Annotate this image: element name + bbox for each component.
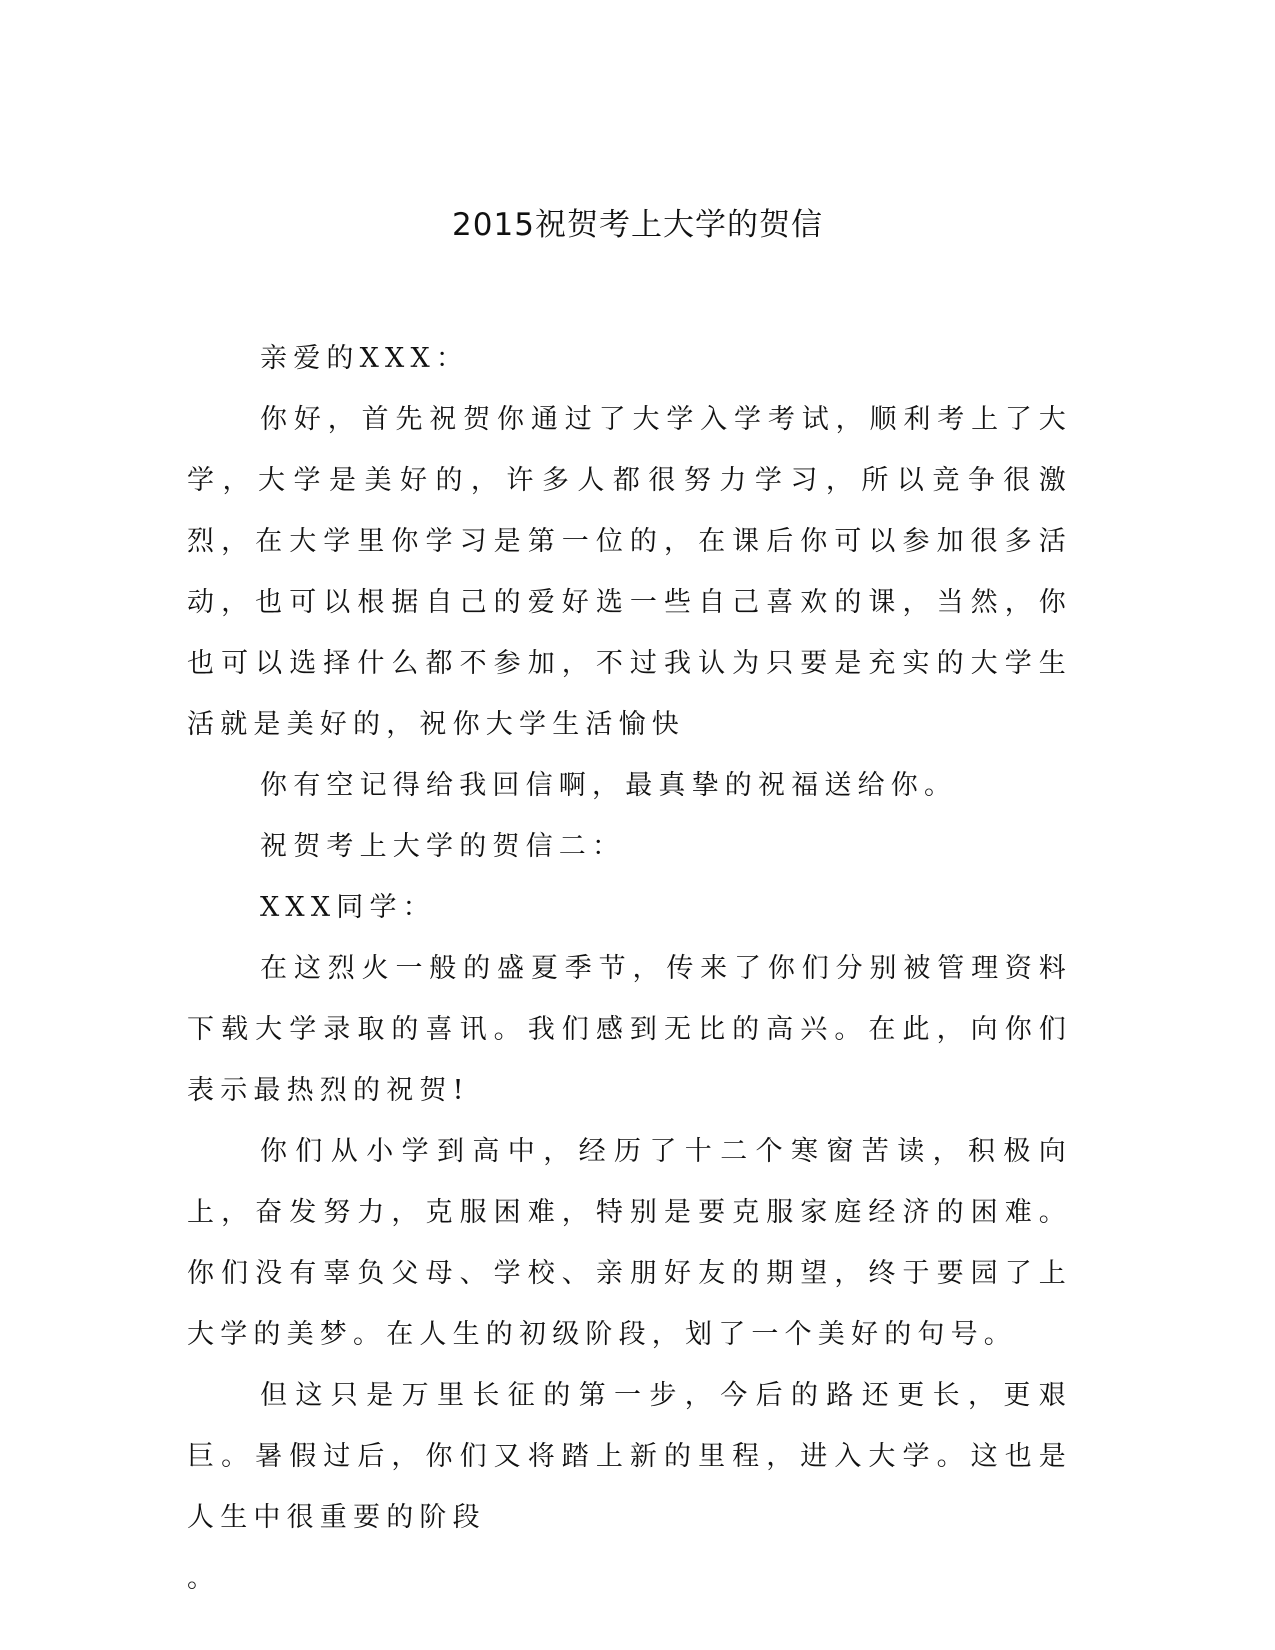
salutation-two: XXX同学： [260, 892, 436, 923]
letter-body [187, 328, 1072, 1609]
paragraph-high-school-years: 你们从小学到高中，经历了十二个寒窗苦读，积极向上，奋发努力，克服困难，特别是要克服家庭经济的困难。你们没有辜负父母、学校、亲朋好友的期望，终于要园了上大学的美梦。在人生的初级阶段，划了一个美好的句号。 [187, 1136, 1072, 1350]
section-heading-letter-two: 祝贺考上大学的贺信二： [260, 831, 626, 862]
paragraph-reply-request: 你有空记得给我回信啊，最真挚的祝福送给你。 [260, 770, 958, 801]
salutation: 亲爱的XXX： [260, 343, 470, 374]
paragraph-congratulations: 你好，首先祝贺你通过了大学入学考试，顺利考上了大学，大学是美好的，许多人都很努力学习，所以竞争很激烈，在大学里你学习是第一位的，在课后你可以参加很多活动，也可以根据自己的爱好选一些自己喜欢的课，当然，你也可以选择什么都不参加，不过我认为只要是充实的大学生活就是美好的，祝你大学生活愉快 [187, 404, 1072, 740]
paragraph-next-journey: 但这只是万里长征的第一步，今后的路还更长，更艰巨。暑假过后，你们又将踏上新的里程，进入大学。这也是人生中很重要的阶段 [187, 1380, 1072, 1533]
document-title: 2015祝贺考上大学的贺信 [452, 207, 823, 243]
trailing-period: 。 [187, 1563, 214, 1594]
paragraph-admission-news: 在这烈火一般的盛夏季节，传来了你们分别被管理资料下载大学录取的喜讯。我们感到无比的高兴。在此，向你们表示最热烈的祝贺! [187, 953, 1072, 1106]
